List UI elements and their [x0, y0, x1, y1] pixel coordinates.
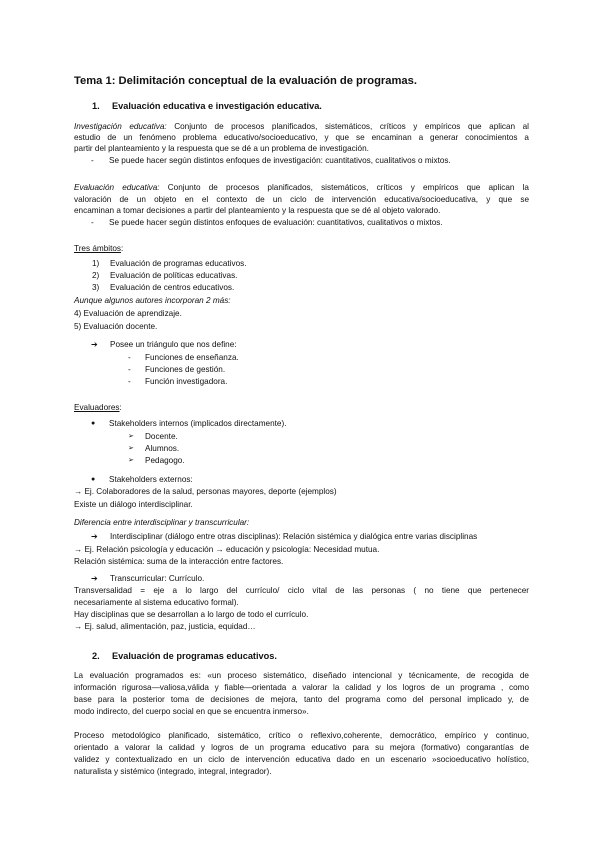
internos-text: Stakeholders internos (implicados directamente). [109, 419, 287, 428]
triangulo-item: Funciones de enseñanza. [145, 353, 239, 362]
arrow-icon: ➔ [91, 532, 98, 541]
trans-example: → Ej. salud, alimentación, paz, justicia, equidad… [74, 622, 256, 631]
ambitos-heading: Tres ámbitos [74, 244, 122, 253]
s2-p1-line2: información rigurosa—valiosa,válida y fiable—orientada a valorar la calidad y los logros de un programa , como [74, 683, 529, 692]
s2-p2-line4: naturalista y sistémico (integrado, integral, integrador). [74, 767, 272, 776]
ambito-text: Evaluación de centros educativos. [110, 283, 235, 292]
arrowhead-bullet-icon: ➢ [128, 457, 134, 464]
arrowhead-bullet-icon: ➢ [128, 445, 134, 452]
transcurricular-text: Transcurricular: Currículo. [110, 574, 205, 583]
ambito-number: 1) [92, 259, 100, 268]
arrow-icon: ➔ [91, 574, 98, 583]
s2-p2-line3: validez y contextualizado en un ciclo de intervención educativa dado en un escenario »socioeducativo holístico, [74, 755, 529, 764]
document-title: Tema 1: Delimitación conceptual de la evaluación de programas. [74, 75, 417, 87]
ambito-number: 3) [92, 283, 100, 292]
inv-paragraph-line3: partir del planteamiento y la respuesta que se dé a un problema de investigación. [74, 144, 369, 153]
internos-item: Alumnos. [145, 444, 180, 453]
eval-paragraph-line2: valoración de un objeto en el contexto de un ciclo de intervención educativa/socioeducativa, y que se [74, 195, 529, 204]
extra-ambito-5: 5) Evaluación docente. [74, 322, 158, 331]
s2-p2-line1: Proceso metodológico planificado, sistemático, crítico o reflexivo,coherente, democrático, empírico y continuo, [74, 731, 529, 740]
extra-ambito-4: 4) Evaluación de aprendizaje. [74, 309, 182, 318]
transversalidad-line1: Transversalidad = eje a lo largo del currículo/ ciclo vital de las personas ( no tiene que pertenecer [74, 586, 529, 595]
internos-item: Docente. [145, 432, 178, 441]
disciplinas-text: Hay disciplinas que se desarrollan a lo largo de todo el currículo. [74, 610, 309, 619]
ambito-number: 2) [92, 271, 100, 280]
ambito-text: Evaluación de políticas educativas. [110, 271, 238, 280]
section2-number: 2. [92, 651, 100, 661]
eval-bullet-text: Se puede hacer según distintos enfoques de evaluación: cuantitativos, cualitativos o mixtos. [109, 218, 443, 227]
dash-bullet: - [91, 156, 94, 165]
triangulo-item: Funciones de gestión. [145, 365, 226, 374]
dot-bullet-icon: ● [91, 476, 96, 483]
dash-bullet: - [128, 377, 131, 386]
section2-heading: Evaluación de programas educativos. [112, 651, 277, 661]
dash-bullet: - [91, 218, 94, 227]
dash-bullet: - [128, 365, 131, 374]
ambito-text: Evaluación de programas educativos. [110, 259, 247, 268]
diferencia-heading: Diferencia entre interdisciplinar y transcurricular: [74, 518, 250, 527]
eval-paragraph-line1 [74, 182, 529, 193]
arrow-icon: ➔ [91, 340, 98, 349]
inv-paragraph-line1 [74, 121, 529, 132]
s2-p1-line1: La evaluación programados es: «un proceso sistemático, diseñado intencional y técnicamente, de recogida de [74, 671, 529, 680]
autores-note: Aunque algunos autores incorporan 2 más: [74, 296, 231, 305]
inv-bullet-text: Se puede hacer según distintos enfoques de investigación: cuantitativos, cualitativos o mixtos. [109, 156, 451, 165]
inv-definition-start: Conjunto de procesos planificados, sistemáticos, críticos y empíricos que aplican al [174, 122, 529, 131]
triangulo-text: Posee un triángulo que nos define: [110, 340, 237, 349]
externos-text: Stakeholders externos: [109, 475, 193, 484]
internos-item: Pedagogo. [145, 456, 185, 465]
eval-paragraph-line3: encaminan a tomar decisiones a partir del planteamiento y la respuesta que se dé al objeto valorado. [74, 206, 441, 215]
section1-number: 1. [92, 101, 100, 111]
dot-bullet-icon: ● [91, 420, 96, 427]
externos-example: → Ej. Colaboradores de la salud, personas mayores, deporte (ejemplos) [74, 487, 337, 496]
arrowhead-bullet-icon: ➢ [128, 433, 134, 440]
inv-term: Investigación educativa: [74, 122, 167, 131]
dash-bullet: - [128, 353, 131, 362]
ambitos-colon: : [121, 244, 124, 253]
s2-p2-line2: orientado a valorar la calidad y logros de un programa educativo para su mejora (formativo) congarantías de [74, 743, 529, 752]
transversalidad-line2: necesariamente al sistema educativo formal). [74, 598, 239, 607]
evaluadores-heading: Evaluadores [74, 403, 120, 412]
inter-example: → Ej. Relación psicología y educación → educación y psicología: Necesidad mutua. [74, 545, 380, 554]
ambitos-heading-line [74, 243, 123, 254]
triangulo-item: Función investigadora. [145, 377, 228, 386]
evaluadores-colon: : [119, 403, 122, 412]
inv-paragraph-line2: estudio de un fenómeno problema educativo/socioeducativo, y que se encaminan a generar conocimientos a [74, 133, 529, 142]
eval-definition-start: Conjunto de procesos planificados, sistemáticos, críticos y empíricos que aplican la [167, 183, 529, 192]
interdisciplinar-text: Interdisciplinar (diálogo entre otras disciplinas): Relación sistémica y dialógica entre varias disciplinas [110, 532, 478, 541]
dialogo-text: Existe un diálogo interdisciplinar. [74, 500, 193, 509]
eval-term: Evaluación educativa: [74, 183, 160, 192]
relacion-sistemica: Relación sistémica: suma de la interacción entre factores. [74, 557, 284, 566]
section1-heading: Evaluación educativa e investigación educativa. [112, 101, 322, 111]
evaluadores-heading-line [74, 402, 122, 413]
s2-p1-line3: base para la posterior toma de decisiones de mejora, tanto del programa como del personal implicado y, de [74, 695, 529, 704]
s2-p1-line4: modo indirecto, del cuerpo social en que se encuentra inmerso». [74, 707, 309, 716]
